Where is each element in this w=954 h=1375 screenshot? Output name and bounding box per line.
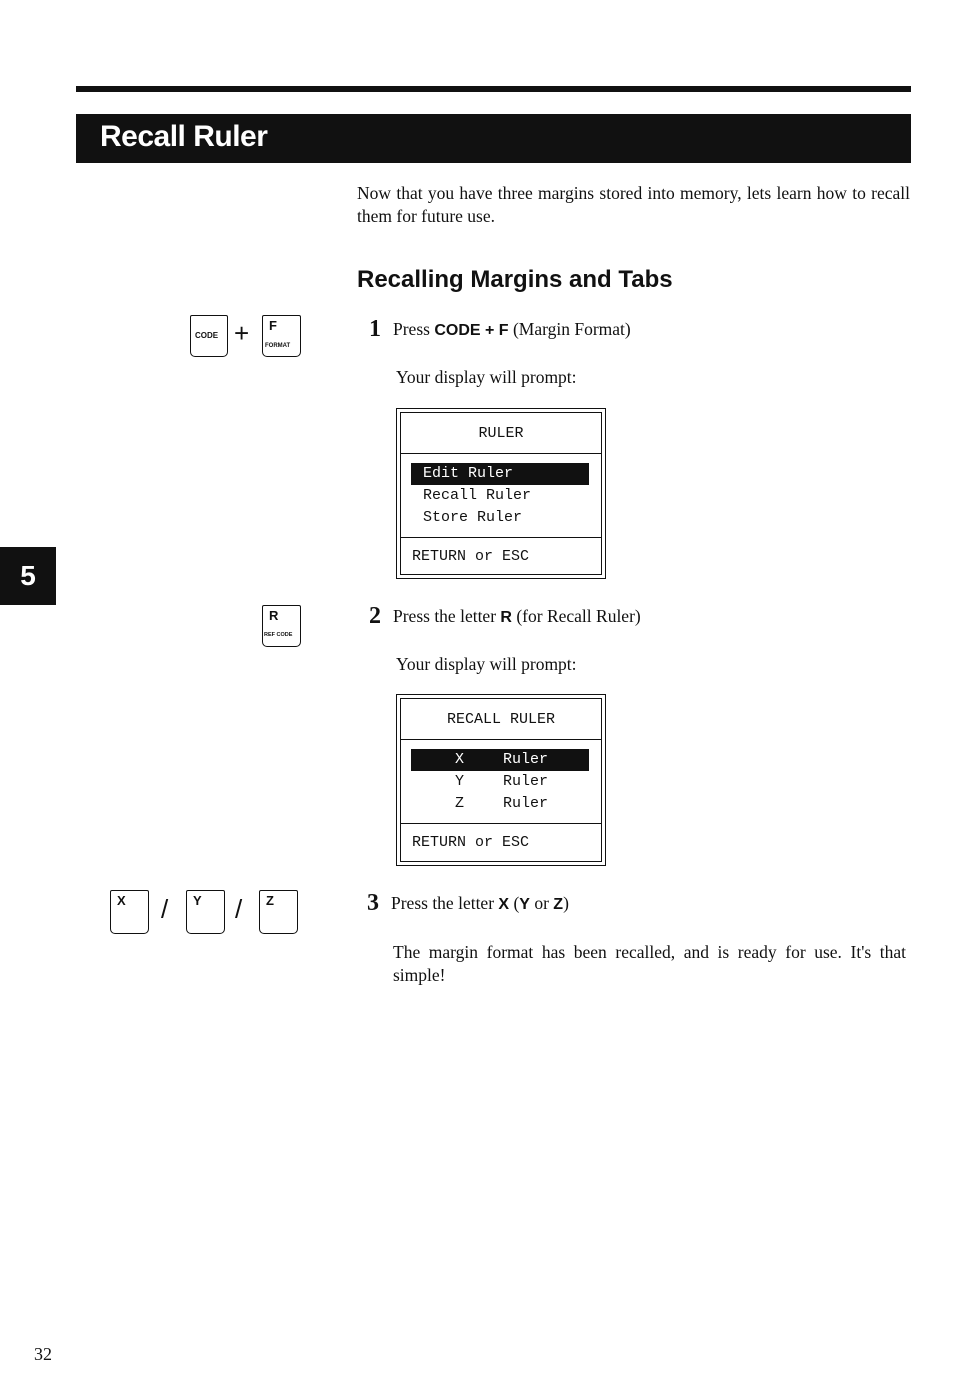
ruler-display-title: RULER <box>478 425 524 442</box>
code-key-label: CODE <box>195 331 219 340</box>
menu-item-recall-ruler: Recall Ruler <box>423 487 532 504</box>
f-key-label: F <box>269 318 277 333</box>
page-title: Recall Ruler <box>100 120 268 153</box>
ruler-display-divider <box>401 453 601 454</box>
y-ruler-label: Ruler <box>503 773 549 790</box>
x-key-label: X <box>117 893 126 908</box>
r-key-sublabel: REF CODE <box>264 632 293 638</box>
y-key-label: Y <box>193 893 202 908</box>
step-1-prompt-note: Your display will prompt: <box>396 367 577 387</box>
step-3-key-x: X <box>498 896 510 913</box>
step-3-result-text: The margin format has been recalled, and is ready for use. It's that simple! <box>393 942 906 985</box>
recall-ruler-display-divider <box>401 739 601 740</box>
step-2: 2 Press the letter R (for Recall Ruler) <box>369 603 641 629</box>
recall-ruler-display-title: RECALL RULER <box>446 711 556 728</box>
z-ruler-label: Ruler <box>503 795 549 812</box>
slash-1: / <box>161 894 169 924</box>
x-ruler-label: Ruler <box>503 751 549 768</box>
ruler-display-footer-divider <box>401 537 601 538</box>
step-2-key: R <box>500 609 512 626</box>
r-refcode-key <box>262 605 301 647</box>
page-number: 32 <box>34 1344 52 1364</box>
ruler-display <box>396 408 606 579</box>
step-1-number: 1 <box>369 316 381 342</box>
chapter-tab: 5 <box>0 547 56 605</box>
f-key-sublabel: FORMAT <box>265 343 291 349</box>
recall-ruler-display <box>396 694 606 866</box>
step-2-prompt-note: Your display will prompt: <box>396 654 577 674</box>
x-key <box>110 890 149 934</box>
step-2-number: 2 <box>369 603 381 629</box>
top-rule <box>76 86 911 92</box>
code-key <box>190 315 228 357</box>
plus-sign: + <box>234 318 250 348</box>
step-3-key-y: Y <box>519 896 530 913</box>
z-key-label: Z <box>266 893 274 908</box>
step-1: 1 Press CODE + F (Margin Format) <box>369 316 631 342</box>
menu-item-edit-ruler: Edit Ruler <box>411 463 589 485</box>
menu-item-store-ruler: Store Ruler <box>423 509 523 526</box>
menu-item-x-ruler <box>411 749 589 771</box>
r-key-label: R <box>269 608 279 623</box>
ruler-display-footer: RETURN or ESC <box>412 548 530 565</box>
title-bar <box>76 114 911 163</box>
intro-paragraph: Now that you have three margins stored into memory, lets learn how to recall them for future use. <box>357 183 910 226</box>
x-ruler-key: X <box>455 751 465 768</box>
recall-ruler-display-footer: RETURN or ESC <box>412 834 530 851</box>
slash-2: / <box>235 894 243 924</box>
section-heading: Recalling Margins and Tabs <box>357 266 673 293</box>
f-format-key <box>262 315 301 357</box>
step-3-number: 3 <box>367 890 379 916</box>
z-key <box>259 890 298 934</box>
y-ruler-key: Y <box>455 773 465 790</box>
step-3-key-z: Z <box>553 896 564 913</box>
step-1-keys: CODE + F <box>434 322 509 339</box>
y-key <box>186 890 225 934</box>
z-ruler-key: Z <box>455 795 465 812</box>
recall-ruler-display-footer-divider <box>401 823 601 824</box>
step-3: 3 Press the letter X (Y or Z) <box>367 890 569 916</box>
